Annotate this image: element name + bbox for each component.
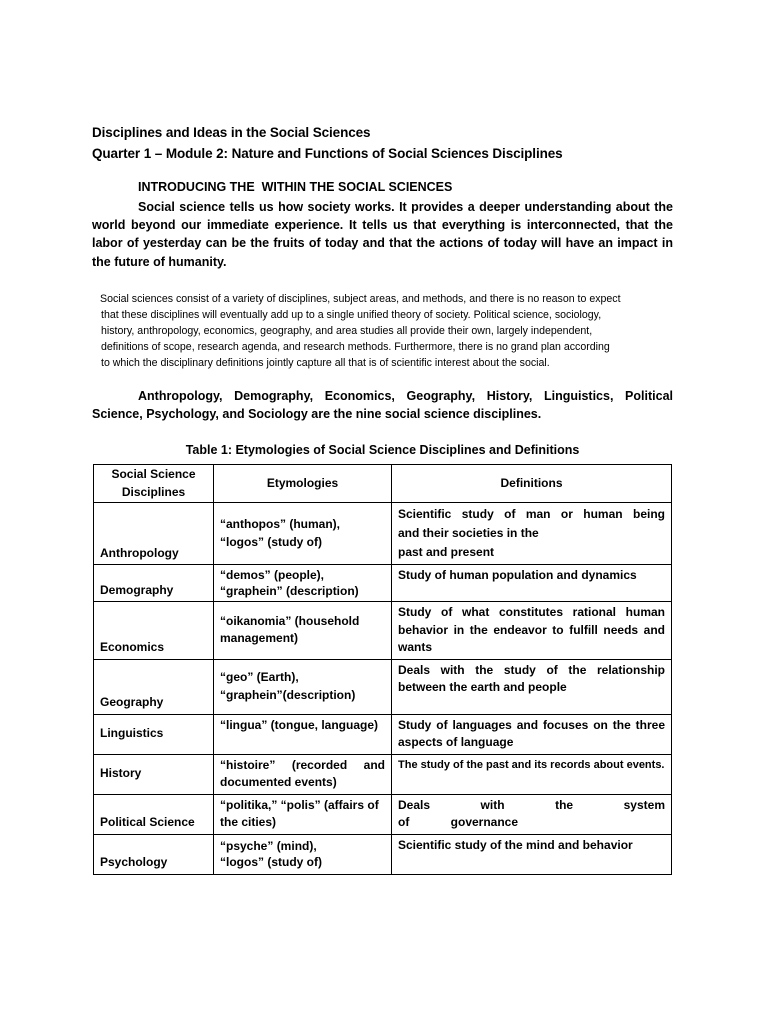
table-row [94, 714, 672, 754]
definition-cell: Study of languages and focuses on the three aspects of language [392, 714, 672, 754]
disciplines-paragraph: Anthropology, Demography, Economics, Geography, History, Linguistics, Political Science, Psychology, and Sociology are the nine social science disciplines. [92, 389, 673, 422]
document-title: Disciplines and Ideas in the Social Sciences [92, 125, 371, 140]
header-etymology: Etymologies [214, 465, 392, 503]
table-row [94, 565, 672, 602]
header-definition: Definitions [392, 465, 672, 503]
definition-line: Scientific study of man or human being [398, 507, 665, 521]
discipline-cell: Psychology [94, 834, 214, 874]
quote-line: history, anthropology, economics, geography, and area studies all provide their own, largely independent, [101, 325, 593, 338]
etymology-line: “anthopos” (human), [220, 517, 340, 531]
quote-line: definitions of scope, research agenda, and research methods. Furthermore, there is no grand plan according [101, 341, 610, 354]
etymology-line: “logos” (study of) [220, 855, 322, 869]
definition-cell [392, 503, 672, 565]
discipline-cell: Anthropology [94, 503, 214, 565]
section-heading: INTRODUCING THE WITHIN THE SOCIAL SCIENCES [138, 180, 453, 194]
definition-cell: Deals with the study of the relationship between the earth and people [392, 659, 672, 714]
table-row [94, 602, 672, 660]
definition-cell: Study of what constitutes rational human behavior in the endeavor to fulfill needs and wants [392, 602, 672, 660]
quote-block [100, 291, 674, 371]
quote-line: to which the disciplinary definitions jointly capture all that is of scientific interest about the social. [101, 357, 550, 370]
etymology-line: “demos” (people), [220, 568, 325, 582]
quote-line: Social sciences consist of a variety of disciplines, subject areas, and methods, and there is no reason to expect [100, 293, 621, 305]
etymology-line: “oikanomia” (household [220, 613, 360, 628]
discipline-cell: History [94, 754, 214, 794]
etymology-line: “psyche” (mind), [220, 839, 317, 853]
etymology-cell [214, 565, 392, 602]
definition-cell: Deals with the system of governance [392, 794, 672, 834]
definition-line: past and present [398, 545, 495, 559]
etymology-cell [214, 503, 392, 565]
etymology-line: “graphein” (description) [220, 584, 359, 598]
etymology-cell [214, 659, 392, 714]
table-row [94, 834, 672, 874]
definition-cell: Scientific study of the mind and behavior [392, 834, 672, 874]
etymology-line: management) [220, 631, 299, 646]
table-row [94, 794, 672, 834]
etymology-line: “geo” (Earth), [220, 670, 299, 684]
etymology-cell: “lingua” (tongue, language) [214, 714, 392, 754]
definition-cell: The study of the past and its records about events. [392, 754, 672, 794]
etymology-cell: “histoire” (recorded and documented events) [214, 754, 392, 794]
discipline-cell: Linguistics [94, 714, 214, 754]
quote-line: that these disciplines will eventually add up to a single unified theory of society. Political science, sociology, [101, 309, 602, 322]
table-caption: Table 1: Etymologies of Social Science Disciplines and Definitions [185, 443, 580, 457]
etymology-cell: “politika,” “polis” (affairs of the cities) [214, 794, 392, 834]
discipline-cell: Demography [94, 565, 214, 602]
discipline-cell: Geography [94, 659, 214, 714]
definition-cell: Study of human population and dynamics [392, 565, 672, 602]
definition-line: and their societies in the [398, 526, 539, 540]
module-subtitle: Quarter 1 – Module 2: Nature and Functions of Social Sciences Disciplines [92, 146, 563, 161]
table-header-row [94, 465, 672, 503]
table-row [94, 754, 672, 794]
header-discipline: Social Science Disciplines [94, 465, 214, 503]
discipline-cell: Political Science [94, 794, 214, 834]
etymology-cell [214, 834, 392, 874]
etymology-table [93, 464, 672, 875]
etymology-line: “logos” (study of) [220, 534, 322, 549]
etymology-line: “graphein”(description) [220, 687, 356, 702]
discipline-cell: Economics [94, 602, 214, 660]
intro-paragraph: Social science tells us how society works. It provides a deeper understanding about the world beyond our immediate experience. It tells us that everything is interconnected, that the labor of yesterday can be the fruits of today and that the actions of today will have an impact in the future of humanity. [92, 200, 673, 269]
table-row [94, 659, 672, 714]
table-row [94, 503, 672, 565]
etymology-cell [214, 602, 392, 660]
